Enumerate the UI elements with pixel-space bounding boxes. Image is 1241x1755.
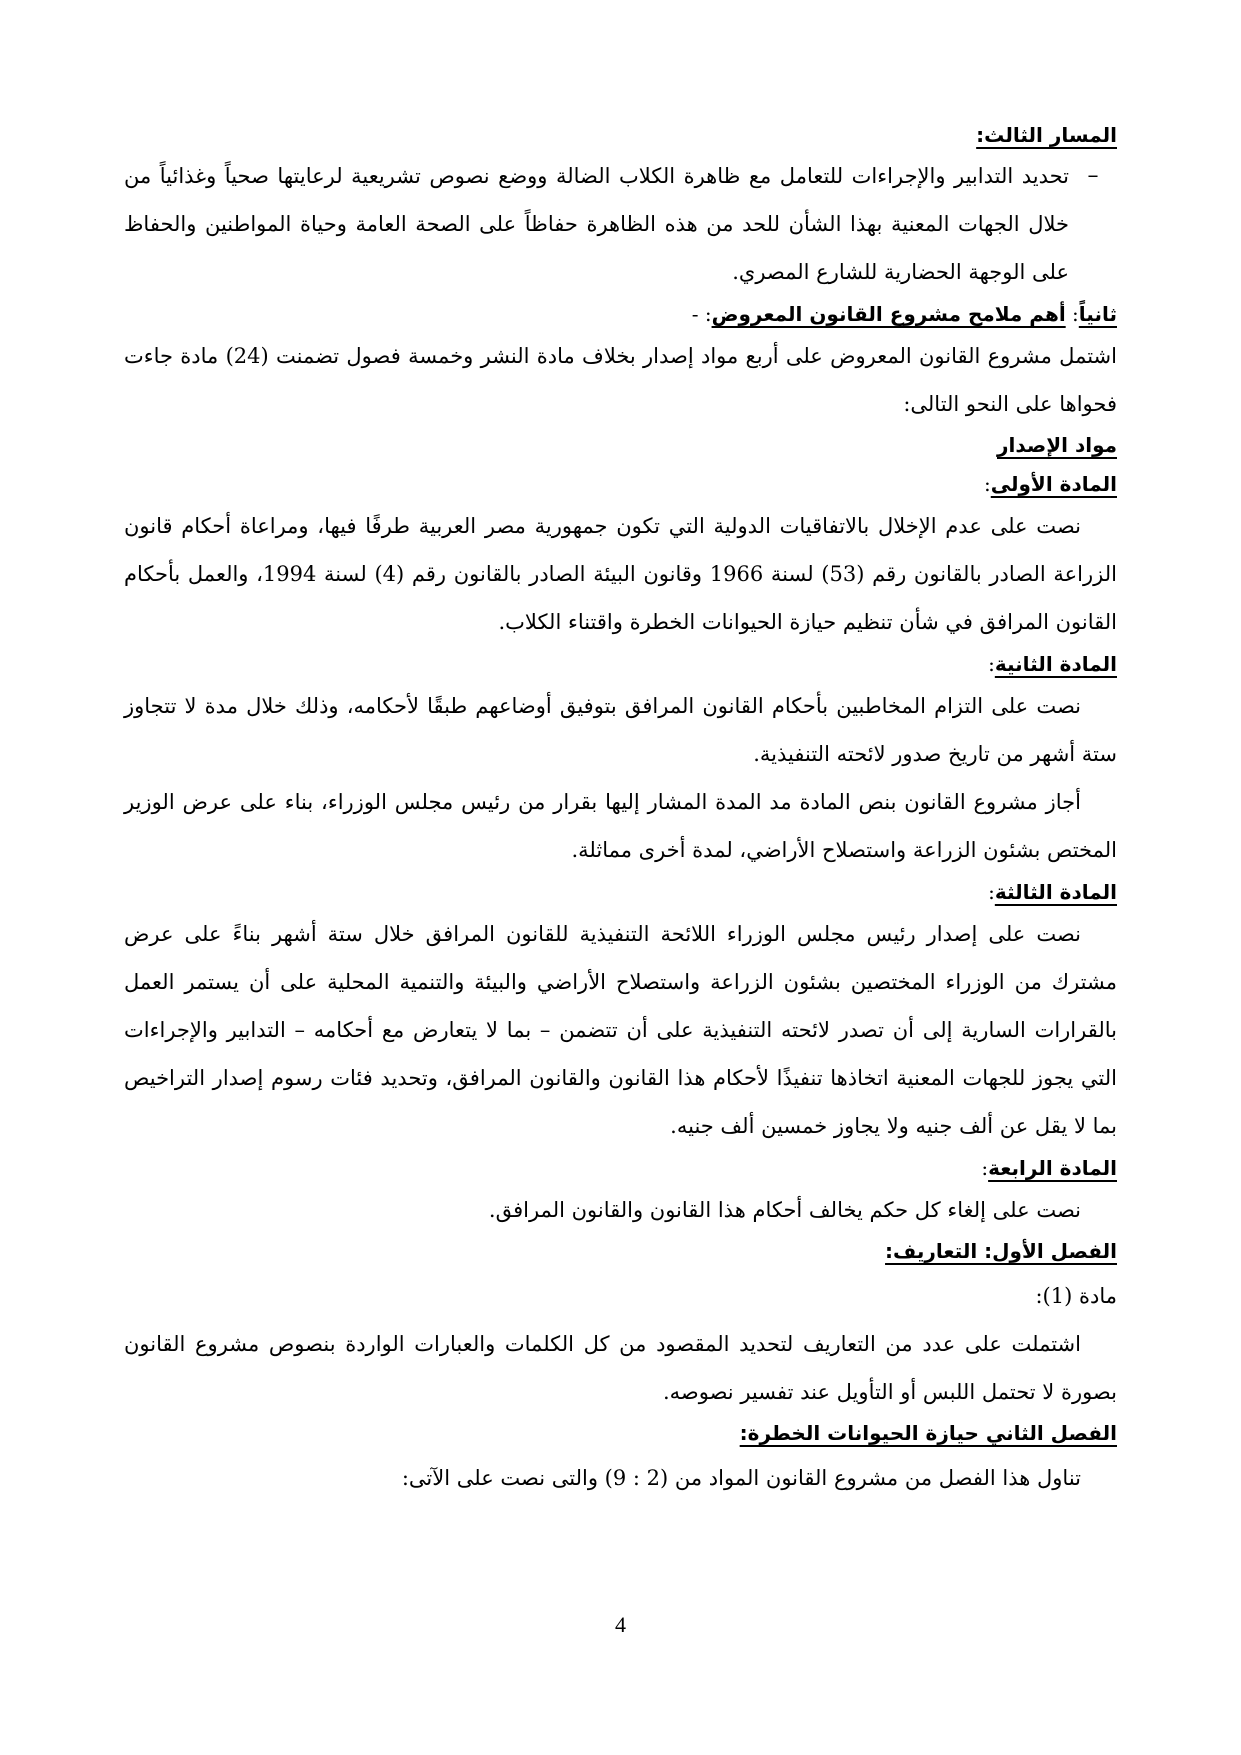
- chapter1-article-label: مادة (1):: [1035, 1284, 1117, 1308]
- article3-colon: :: [988, 880, 995, 904]
- article3-heading: [124, 874, 1117, 910]
- track-three-heading: المسار الثالث:: [976, 123, 1117, 147]
- overview-paragraph: اشتمل مشروع القانون المعروض على أربع مواد إصدار بخلاف مادة النشر وخمسة فصول تضمنت (24) مادة جاءت فحواها على النحو التالى:: [124, 344, 1117, 416]
- article4-colon: :: [981, 1156, 989, 1180]
- article2-colon: :: [988, 652, 995, 676]
- chapter1-paragraph: اشتملت على عدد من التعاريف لتحديد المقصود من كل الكلمات والعبارات الواردة بنصوص مشروع القانون بصورة لا تحتمل اللبس أو التأويل عند تفسير نصوصه.: [124, 1332, 1117, 1404]
- article4-title: المادة الرابعة: [988, 1156, 1117, 1180]
- article4-heading: [124, 1150, 1117, 1186]
- article1-heading: [124, 466, 1117, 502]
- article2-heading: [124, 646, 1117, 682]
- chapter1-heading: الفصل الأول: التعاريف:: [885, 1239, 1117, 1263]
- article2-title: المادة الثانية: [994, 652, 1117, 676]
- article3-title: المادة الثالثة: [994, 880, 1117, 904]
- second-label: ثانياً: [1078, 302, 1117, 326]
- article1-title: المادة الأولى: [990, 472, 1117, 496]
- issuance-heading: مواد الإصدار: [997, 433, 1117, 457]
- track-three-bullet: [124, 152, 1117, 296]
- article2-paragraph-1: نصت على التزام المخاطبين بأحكام القانون المرافق بتوفيق أوضاعهم طبقًا لأحكامه، وذلك خلال مدة لا تتجاوز ستة أشهر من تاريخ صدور لائحته التنفيذية.: [124, 694, 1117, 766]
- article1-paragraph: نصت على عدم الإخلال بالاتفاقيات الدولية التي تكون جمهورية مصر العربية طرفًا فيها، ومراعاة أحكام قانون الزراعة الصادر بالقانون رقم (53) لسنة 1966 وقانون البيئة الصادر بالقانون رقم (4) لسنة 1994، والعمل بأحكام القانون المرافق في شأن تنظيم حيازة الحيوانات الخطرة واقتناء الكلاب.: [124, 514, 1117, 634]
- article3-paragraph: نصت على إصدار رئيس مجلس الوزراء اللائحة التنفيذية للقانون المرافق خلال ستة أشهر بناءً على عرض مشترك من الوزراء المختصين بشئون الزراعة واستصلاح الأراضي والبيئة والتنمية المحلية على أن يستمر العمل بالقرارات السارية إلى أن تصدر لائحته التنفيذية على أن تتضمن – بما لا يتعارض مع أحكامه – التدابير والإجراءات التي يجوز للجهات المعنية اتخاذها تنفيذًا لأحكام هذا القانون والقانون المرافق، وتحديد فئات رسوم إصدار التراخيص بما لا يقل عن ألف جنيه ولا يجاوز خمسين ألف جنيه.: [124, 922, 1117, 1138]
- dash-bullet-icon: –: [1087, 163, 1099, 188]
- second-colon: :: [1065, 302, 1079, 326]
- second-suffix: : -: [691, 302, 712, 326]
- chapter2-heading: الفصل الثاني حيازة الحيوانات الخطرة:: [739, 1421, 1117, 1445]
- second-title: أهم ملامح مشروع القانون المعروض: [711, 302, 1066, 326]
- track-three-text: تحديد التدابير والإجراءات للتعامل مع ظاهرة الكلاب الضالة ووضع نصوص تشريعية لرعايتها صحياً وغذائياً من خلال الجهات المعنية بهذا الشأن للحد من هذه الظاهرة حفاظاً على الصحة العامة وحياة المواطنين والحفاظ على الوجهة الحضارية للشارع المصري.: [124, 164, 1069, 284]
- article2-paragraph-2: أجاز مشروع القانون بنص المادة مد المدة المشار إليها بقرار من رئيس مجلس الوزراء، بناء على عرض الوزير المختص بشئون الزراعة واستصلاح الأراضي، لمدة أخرى مماثلة.: [124, 790, 1117, 862]
- article4-paragraph: نصت على إلغاء كل حكم يخالف أحكام هذا القانون والقانون المرافق.: [488, 1198, 1081, 1222]
- page-number: 4: [615, 1612, 626, 1637]
- article1-colon: :: [984, 472, 991, 496]
- chapter2-paragraph: تناول هذا الفصل من مشروع القانون المواد من (2 : 9) والتى نصت على الآتى:: [401, 1466, 1081, 1490]
- second-heading: [124, 296, 1117, 332]
